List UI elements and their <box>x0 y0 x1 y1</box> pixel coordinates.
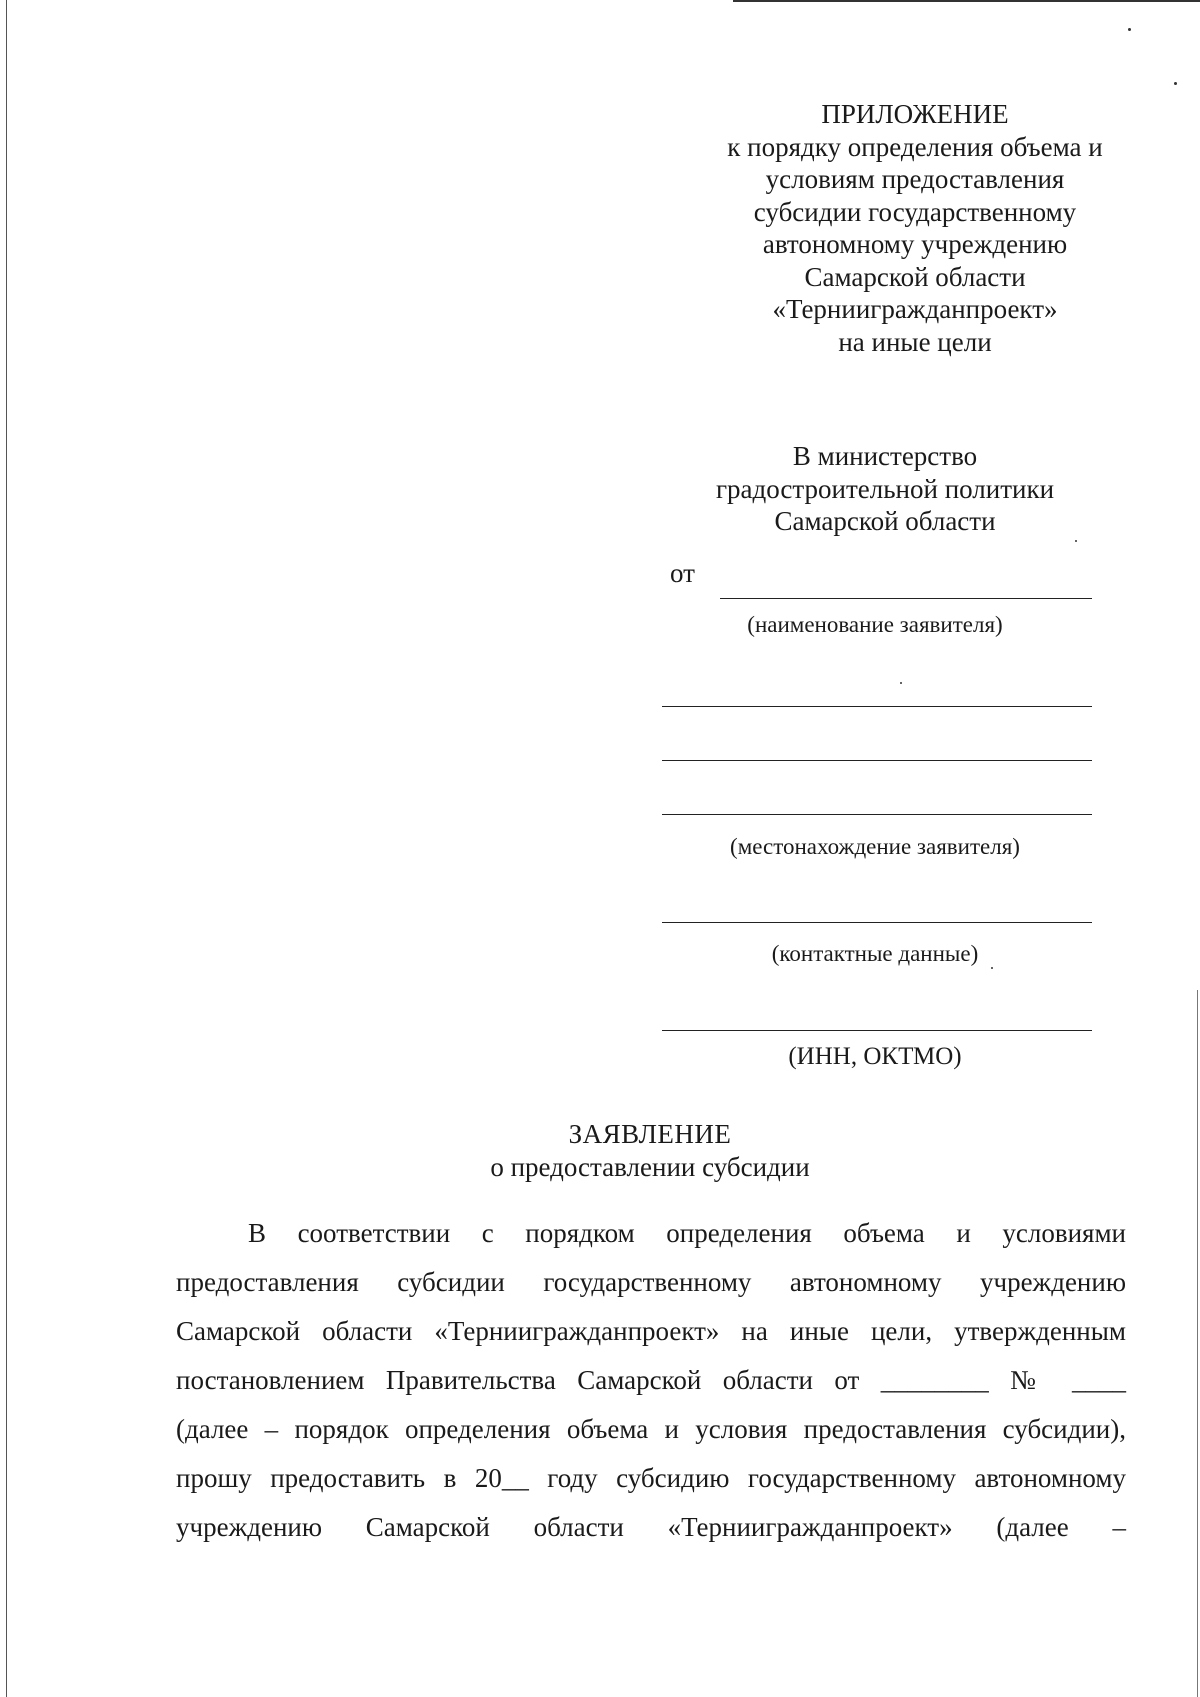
scan-speck <box>1174 82 1177 85</box>
body-line: прошу предоставить в 20__ году субсидию государственному автономному <box>176 1463 1126 1493</box>
from-label: от <box>670 558 695 588</box>
appendix-line: к порядку определения объема и <box>727 131 1103 162</box>
applicant-location-field-1[interactable] <box>662 706 1092 707</box>
contact-field[interactable] <box>662 922 1092 923</box>
document-subtitle: о предоставлении субсидии <box>490 1152 810 1182</box>
body-line: (далее – порядок определения объема и условия предоставления субсидии), <box>176 1414 1126 1444</box>
addressee-line: В министерство <box>792 441 978 471</box>
appendix-line: на иные цели <box>838 326 992 357</box>
appendix-heading: ПРИЛОЖЕНИЕ <box>821 99 1009 129</box>
scan-speck <box>991 967 993 969</box>
document-title: ЗАЯВЛЕНИЕ <box>568 1119 732 1149</box>
scan-speck <box>1128 28 1131 31</box>
addressee-line: градостроительной политики <box>715 473 1055 504</box>
applicant-name-field[interactable] <box>720 598 1092 599</box>
applicant-name-caption: (наименование заявителя) <box>747 612 1003 637</box>
body-line: учреждению Самарской области «Терниигражданпроект» (далее – <box>176 1512 1126 1542</box>
scan-speck <box>900 682 902 684</box>
scan-edge-top <box>733 0 1200 2</box>
contact-caption: (контактные данные) <box>771 941 979 966</box>
appendix-line: субсидии государственному <box>753 196 1077 227</box>
applicant-location-caption: (местонахождение заявителя) <box>730 834 1020 859</box>
appendix-line: «Терниигражданпроект» <box>772 294 1058 324</box>
addressee-block <box>670 440 1100 538</box>
scan-speck <box>1075 540 1077 542</box>
inn-caption: (ИНН, ОКТМО) <box>788 1043 962 1070</box>
addressee-line: Самарской области <box>774 506 996 536</box>
appendix-line: условиям предоставления <box>765 164 1065 194</box>
body-line: постановлением Правительства Самарской области от ________ № ____ <box>176 1365 1126 1395</box>
scan-edge-left <box>6 0 7 1697</box>
appendix-line: Самарской области <box>804 261 1026 292</box>
appendix-line: автономному учреждению <box>762 229 1068 259</box>
inn-field[interactable] <box>662 1030 1092 1031</box>
applicant-location-field-2[interactable] <box>662 760 1092 761</box>
applicant-location-field-3[interactable] <box>662 814 1092 815</box>
body-line: В соответствии с порядком определения объема и условиями <box>248 1218 1126 1248</box>
appendix-header <box>700 98 1130 358</box>
body-line: Самарской области «Терниигражданпроект» на иные цели, утвержденным <box>176 1316 1126 1346</box>
body-line: предоставления субсидии государственному автономному учреждению <box>176 1267 1126 1297</box>
scan-edge-right <box>1197 990 1198 1697</box>
